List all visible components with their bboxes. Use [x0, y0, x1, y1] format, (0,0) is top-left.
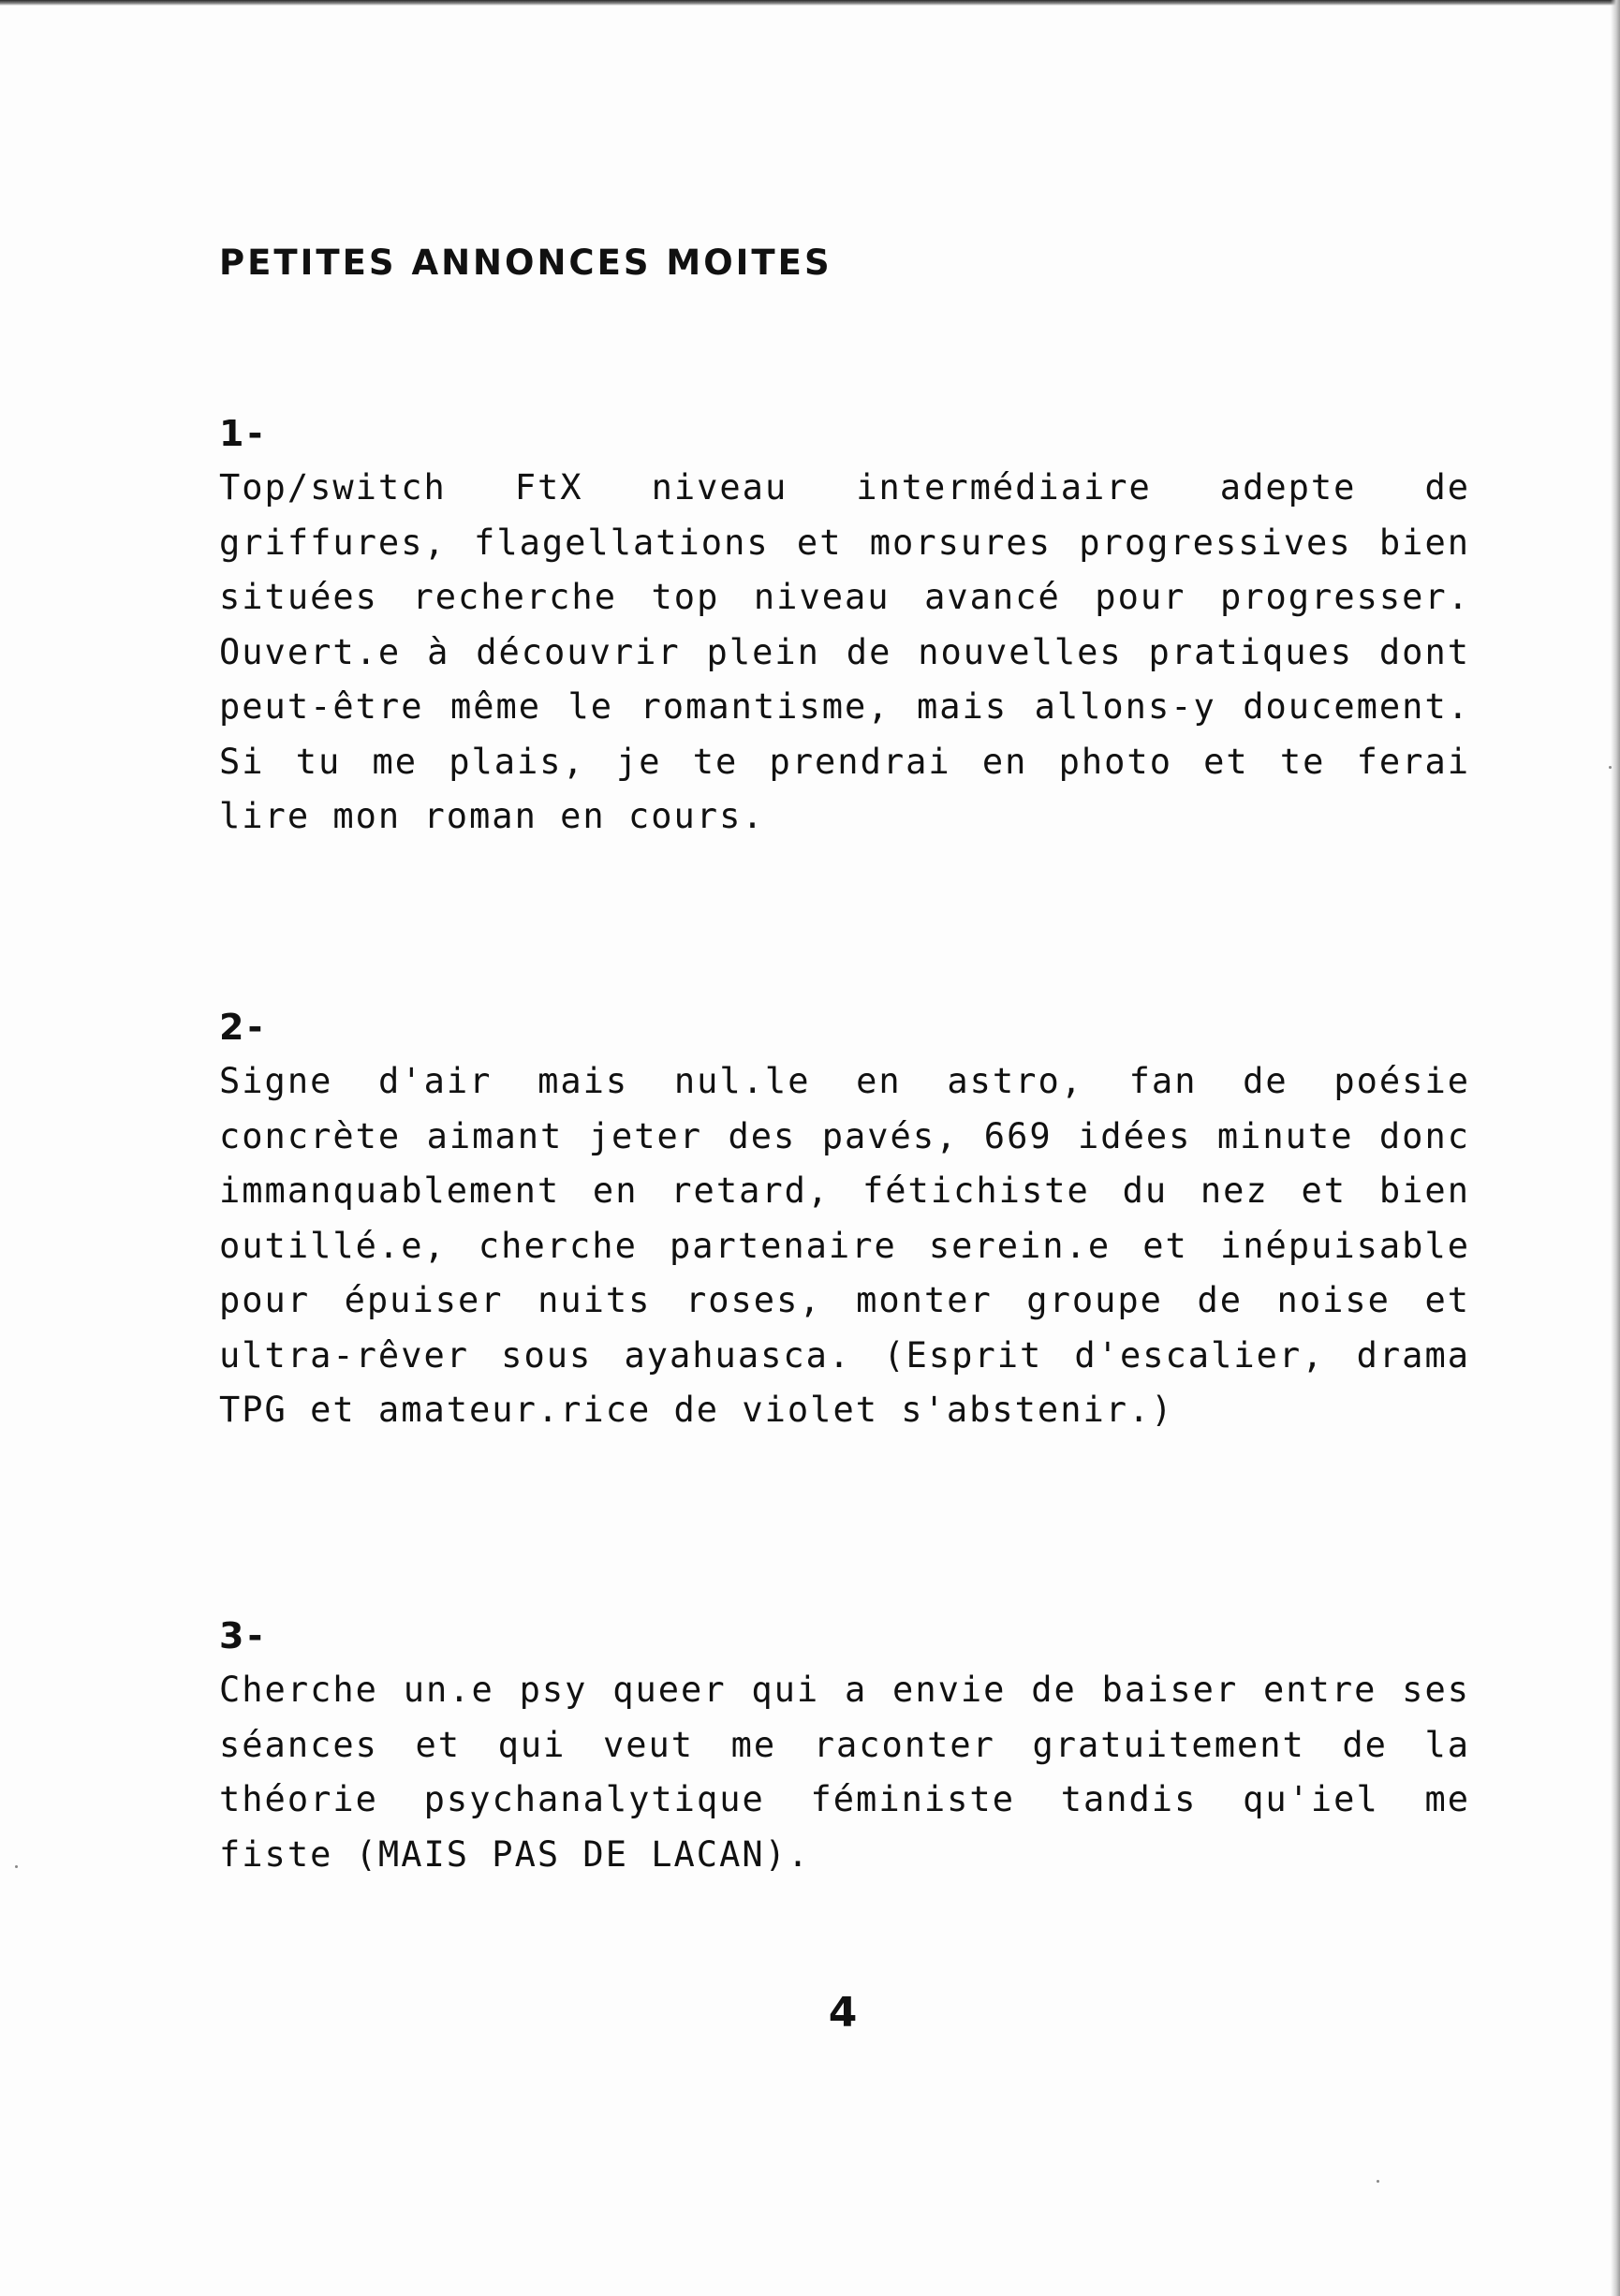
ad-text: Signe d'air mais nul.le en astro, fan de poésie concrète aimant jeter des pavés, 669 idées minute donc immanquablement en retard, fétichiste du nez et bien outillé.e, cherche partenaire serein.e et inépuisable pour épuiser nuits roses, monter groupe de noise et ultra-rêver sous ayahuasca. (Esprit d'escalier, drama TPG et amateur.rice de violet s'abstenir.): [219, 1061, 1470, 1430]
scan-speck: [15, 1865, 18, 1868]
classified-ad-1: [219, 406, 1470, 845]
ad-number: 3-: [219, 1615, 267, 1656]
ad-text: Cherche un.e psy queer qui a envie de baiser entre ses séances et qui veut me raconter gratuitement de la théorie psychanalytique féministe tandis qu'iel me fiste (MAIS PAS DE LACAN).: [219, 1670, 1470, 1875]
scan-speck: [1377, 2180, 1379, 2183]
classified-ad-3: [219, 1609, 1470, 1882]
page-number: 4: [828, 1989, 858, 2037]
scan-right-edge: [1611, 0, 1620, 2296]
ad-number: 1-: [219, 413, 267, 454]
classified-ad-2: [219, 1000, 1470, 1438]
ad-number: 2-: [219, 1007, 267, 1048]
scan-top-edge: [0, 0, 1620, 6]
page-title: PETITES ANNONCES MOITES: [219, 243, 832, 283]
ad-text: Top/switch FtX niveau intermédiaire adepte de griffures, flagellations et morsures progressives bien situées recherche top niveau avancé pour progresser. Ouvert.e à découvrir plein de nouvelles pratiques dont peut-être même le romantisme, mais allons-y doucement. Si tu me plais, je te prendrai en photo et te ferai lire mon roman en cours.: [219, 467, 1470, 836]
scan-speck: [1609, 766, 1612, 769]
